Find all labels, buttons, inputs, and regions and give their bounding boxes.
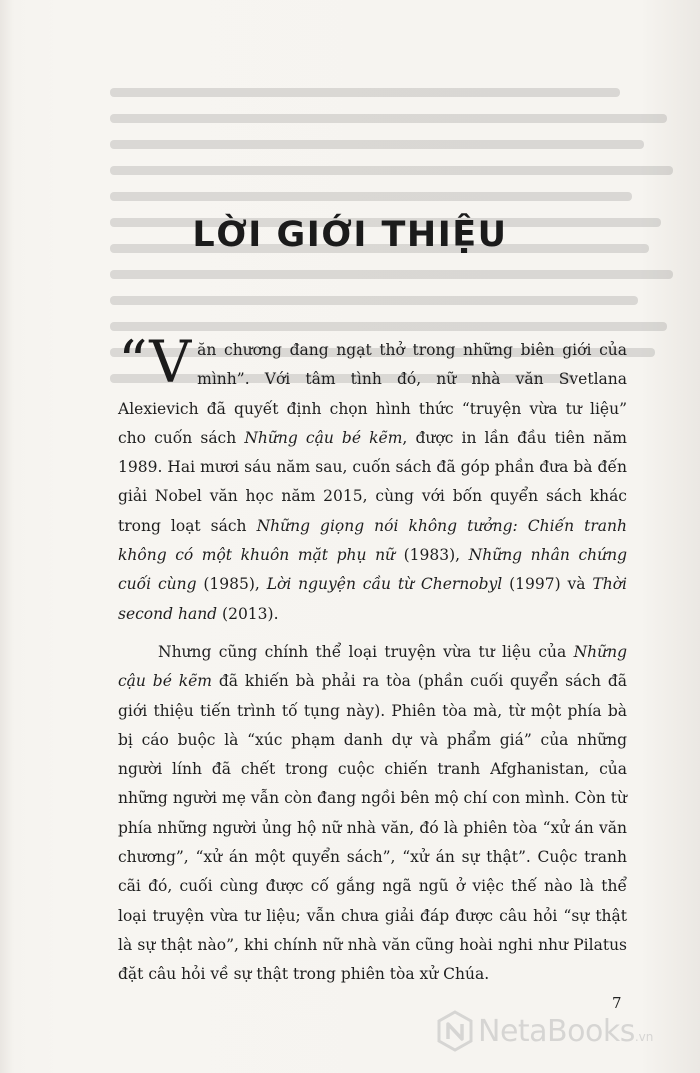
page-title: LỜI GIỚI THIỆU — [192, 215, 508, 256]
watermark-suffix: .vn — [634, 1030, 654, 1044]
n-logo-icon — [436, 1010, 474, 1052]
paragraph-2: Nhưng cũng chính thể loại truyện vừa tư liệu của Những cậu bé kẽm đã khiến bà phải ra tòa (phần cuối quyển sách đã giới thiệu tiến trình tố tụng này). Phiên tòa mà, từ một phía bà bị cáo buộc là “xúc phạm danh dự và phẩm giá” của những người lính đã chết trong cuộc chiến tranh Afghanistan, của những người mẹ vẫn còn đang ngồi bên mộ chí con mình. Còn từ phía những người ủng hộ nữ nhà văn, đó là phiên tòa “xử án văn chương”, “xử án một quyển sách”, “xử án sự thật”. Cuộc tranh cãi đó, cuối cùng được cố gắng ngã ngũ ở việc thế nào là thể loại truyện vừa tư liệu; vẫn chưa giải đáp được câu hỏi “sự thật là sự thật nào”, khi chính nữ nhà văn cũng hoài nghi như Pilatus đặt câu hỏi về sự thật trong phiên tòa xử Chúa. — [118, 642, 627, 984]
watermark-brand: NetaBooks — [478, 1013, 635, 1049]
book-title: Thời second hand — [118, 575, 627, 623]
book-title: Những cậu bé kẽm — [244, 428, 403, 447]
book-title: Lời nguyện cầu từ Chernobyl — [266, 575, 503, 594]
body-text — [118, 328, 628, 990]
book-title: Những cậu bé kẽm — [118, 642, 627, 691]
book-title: Những nhân chứng cuối cùng — [118, 546, 627, 594]
watermark — [436, 1007, 698, 1055]
paragraph-1: “Văn chương đang ngạt thở trong những biên giới của mình”. Với tâm tình đó, nữ nhà văn Svetlana Alexievich đã quyết định chọn hình thức “truyện vừa tư liệu” cho cuốn sách Những cậu bé kẽm, được in lần đầu tiên năm 1989. Hai mươi sáu năm sau, cuốn sách đã góp phần đưa bà đến giải Nobel văn học năm 2015, cùng với bốn quyển sách khác trong loạt sách Những giọng nói không tưởng: Chiến tranh không có một khuôn mặt phụ nữ (1983), Những nhân chứng cuối cùng (1985), Lời nguyện cầu từ Chernobyl (1997) và Thời second hand (2013). — [118, 328, 628, 623]
page-number: 7 — [612, 994, 622, 1012]
book-title: Những giọng nói không tưởng: Chiến tranh không có một khuôn mặt phụ nữ — [118, 516, 627, 565]
drop-cap: “V — [118, 328, 192, 396]
